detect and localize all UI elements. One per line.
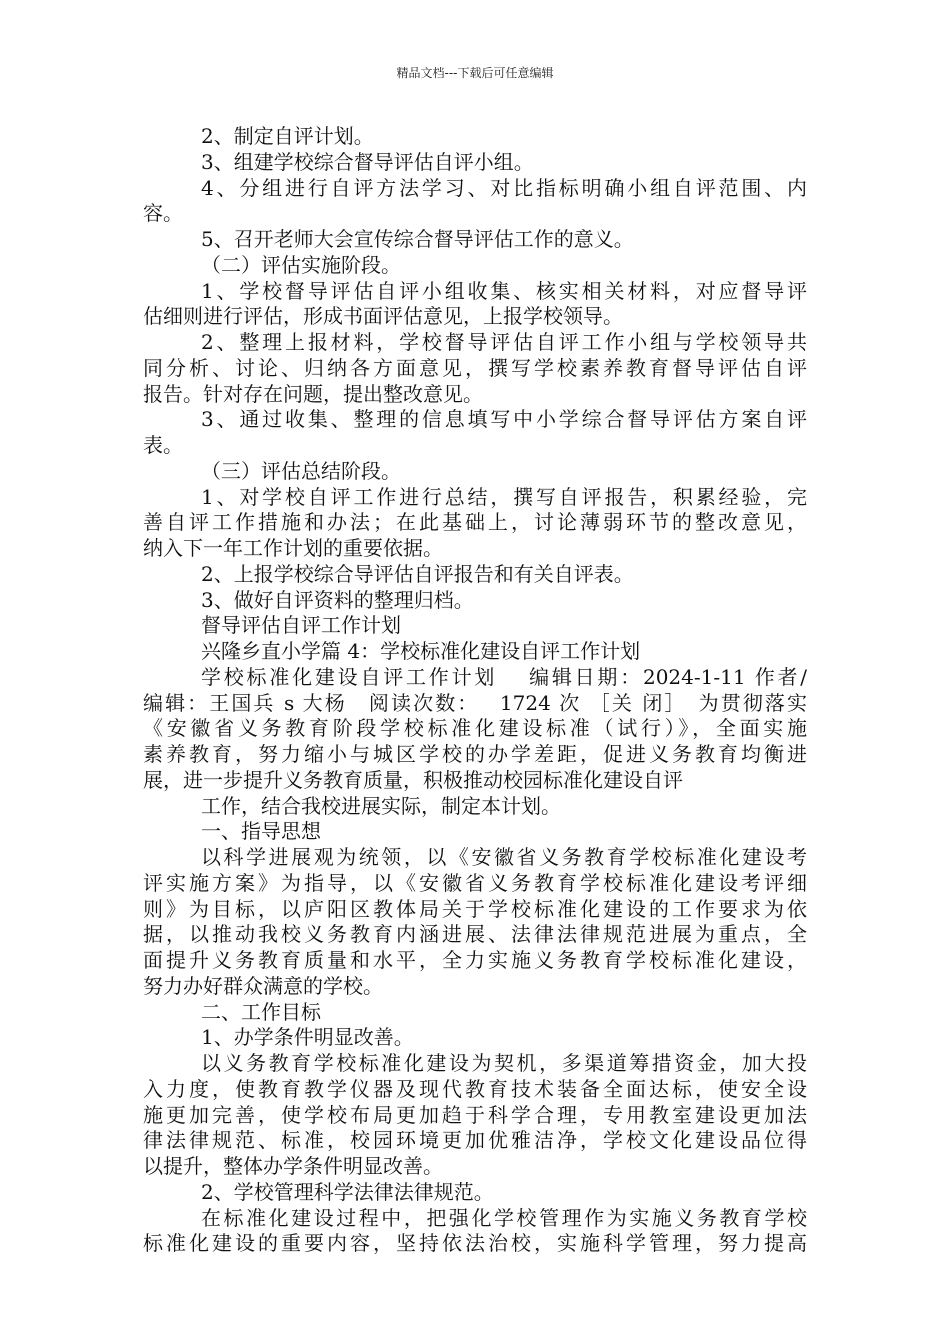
text-line: 1、办学条件明显改善。 xyxy=(201,1025,414,1050)
text-line: 表。 xyxy=(143,433,183,457)
text-line: 施更加完善，使学校布局更加趋于科学合理，专用教室建设更加法 xyxy=(143,1102,807,1127)
document-body xyxy=(143,124,807,1257)
text-line: 在标准化建设过程中，把强化学校管理作为实施义务教育学校 xyxy=(201,1205,807,1230)
text-line: 素养教育，努力缩小与城区学校的办学差距，促进义务教育均衡进 xyxy=(143,742,807,766)
text-line: 评实施方案》为指导，以《安徽省义务教育学校标准化建设考评细 xyxy=(143,870,807,895)
text-line: 善自评工作措施和办法；在此基础上，讨论薄弱环节的整改意见， xyxy=(143,510,807,535)
text-line: （三）评估总结阶段。 xyxy=(201,458,401,483)
text-line: 工作，结合我校进展实际，制定本计划。 xyxy=(201,793,561,818)
page-header: 精品文档---下载后可任意编辑 xyxy=(396,66,554,80)
text-line: 4、分组进行自评方法学习、对比指标明确小组自评范围、内 xyxy=(201,175,807,200)
text-line: 以科学进展观为统领，以《安徽省义务教育学校标准化建设考 xyxy=(201,845,807,869)
text-line: 纳入下一年工作计划的重要依据。 xyxy=(143,536,443,560)
text-line: 2、整理上报材料，学校督导评估自评工作小组与学校领导共 xyxy=(201,330,807,354)
text-line: 据，以推动我校义务教育内涵进展、法律法律规范进展为重点，全 xyxy=(143,922,807,947)
text-line: 2、学校管理科学法律法律规范。 xyxy=(201,1179,494,1204)
text-line: 5、召开老师大会宣传综合督导评估工作的意义。 xyxy=(201,227,634,251)
text-line: 同分析、讨论、归纳各方面意见，撰写学校素养教育督导评估自评 xyxy=(143,355,807,380)
text-line: 估细则进行评估，形成书面评估意见，上报学校领导。 xyxy=(143,304,623,329)
text-line: 2、制定自评计划。 xyxy=(201,124,374,148)
text-line: 2、上报学校综合导评估自评报告和有关自评表。 xyxy=(201,561,634,586)
text-line: 以义务教育学校标准化建设为契机，多渠道筹措资金，加大投 xyxy=(201,1051,807,1075)
text-line: 一、指导思想 xyxy=(201,819,321,844)
text-line: 《安徽省义务教育阶段学校标准化建设标准（试行）》，全面实施 xyxy=(143,716,807,741)
text-line: 容。 xyxy=(143,201,183,226)
text-line: 1、对学校自评工作进行总结，撰写自评报告，积累经验，完 xyxy=(201,484,807,509)
text-line: （二）评估实施阶段。 xyxy=(201,252,401,277)
text-line: 报告。针对存在问题，提出整改意见。 xyxy=(143,381,483,406)
text-line: 学校标准化建设自评工作计划 编辑日期：2024-1-11 作者/ xyxy=(201,664,807,689)
text-line: 展，进一步提升义务教育质量，积极推动校园标准化建设自评 xyxy=(143,767,683,792)
text-line: 1、学校督导评估自评小组收集、核实相关材料，对应督导评 xyxy=(201,278,807,303)
text-line: 二、工作目标 xyxy=(201,999,321,1024)
text-line: 面提升义务教育质量和水平，全力实施义务教育学校标准化建设， xyxy=(143,948,807,972)
text-line: 3、通过收集、整理的信息填写中小学综合督导评估方案自评 xyxy=(201,407,807,432)
text-line: 3、组建学校综合督导评估自评小组。 xyxy=(201,149,534,174)
text-line: 标准化建设的重要内容，坚持依法治校，实施科学管理，努力提高 xyxy=(143,1231,807,1256)
text-line: 则》为目标，以庐阳区教体局关于学校标准化建设的工作要求为依 xyxy=(143,896,807,921)
text-line: 努力办好群众满意的学校。 xyxy=(143,973,383,998)
text-line: 入力度，使教育教学仪器及现代教育技术装备全面达标，使安全设 xyxy=(143,1076,807,1101)
text-line: 律法律规范、标准，校园环境更加优雅洁净，学校文化建设品位得 xyxy=(143,1128,807,1153)
text-line: 以提升，整体办学条件明显改善。 xyxy=(143,1154,443,1178)
text-line: 3、做好自评资料的整理归档。 xyxy=(201,587,474,612)
text-line: 督导评估自评工作计划 xyxy=(201,613,401,638)
text-line: 编辑：王国兵 s 大杨 阅读次数： 1724 次 ［关 闭］ 为贯彻落实 xyxy=(143,690,807,715)
text-line: 兴隆乡直小学篇 4：学校标准化建设自评工作计划 xyxy=(201,639,641,663)
